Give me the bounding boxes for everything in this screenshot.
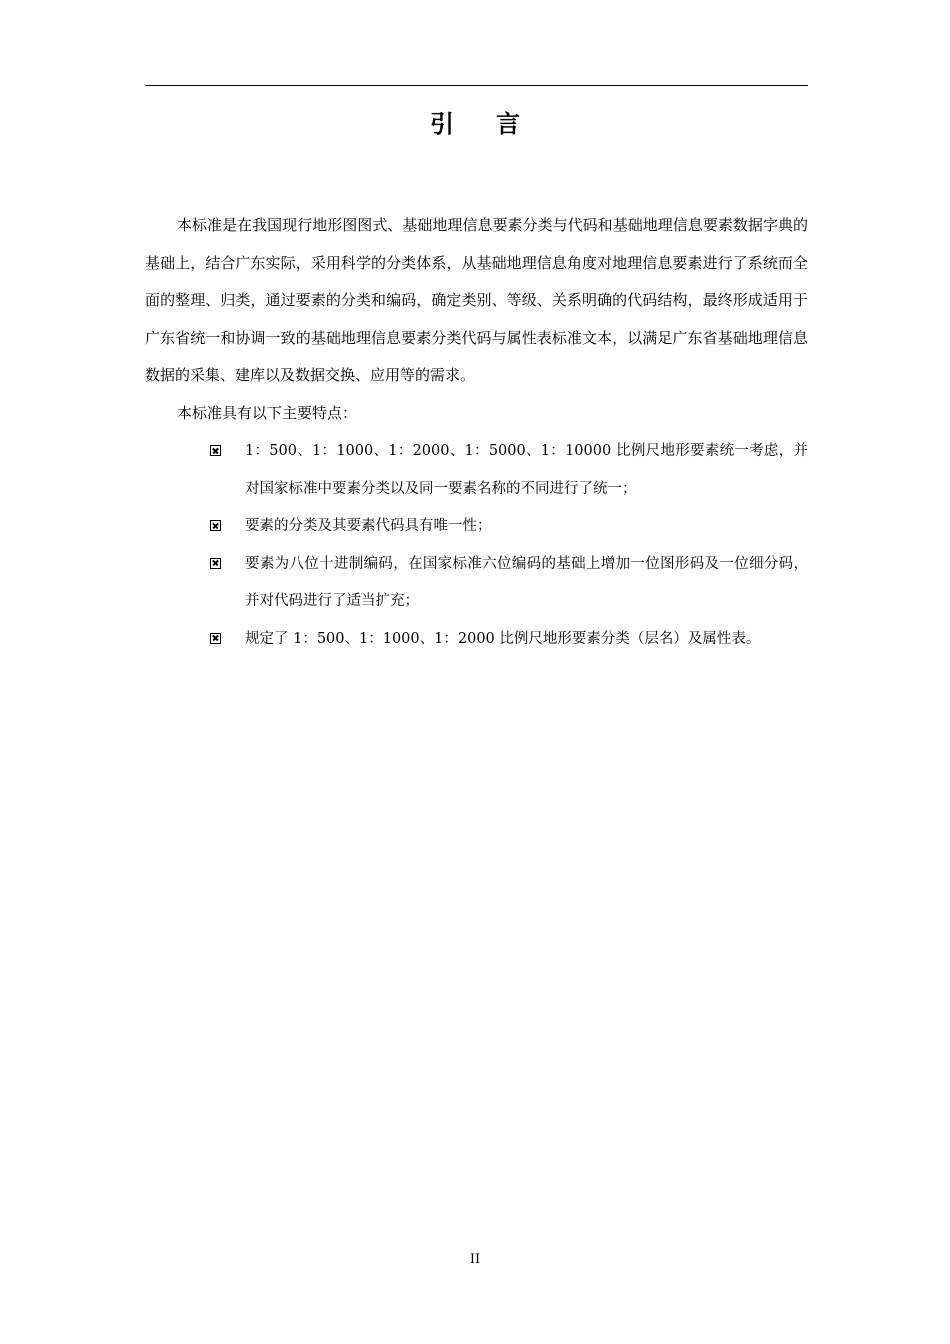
list-item-text: 1：500、1：1000、1：2000、1：5000、1：10000 比例尺地形要素统一考虑，并对国家标准中要素分类以及同一要素名称的不同进行了统一； <box>245 443 808 497</box>
list-item-text: 要素的分类及其要素代码具有唯一性； <box>245 518 492 534</box>
checkbox-x-icon <box>210 558 221 569</box>
introduction-body <box>145 207 808 432</box>
intro-paragraph: 本标准是在我国现行地形图图式、基础地理信息要素分类与代码和基础地理信息要素数据字典的基础上，结合广东实际，采用科学的分类体系，从基础地理信息角度对地理信息要素进行了系统而全面的整理、归类，通过要素的分类和编码，确定类别、等级、关系明确的代码结构，最终形成适用于广东省统一和协调一致的基础地理信息要素分类代码与属性表标准文本，以满足广东省基础地理信息数据的采集、建库以及数据交换、应用等的需求。 <box>145 216 808 384</box>
page-number: II <box>469 1252 481 1267</box>
checkbox-x-icon <box>210 520 221 531</box>
list-item-text: 要素为八位十进制编码，在国家标准六位编码的基础上增加一位图形码及一位细分码，并对代码进行了适当扩充； <box>245 555 808 609</box>
header-rule <box>145 85 808 86</box>
page-title: 引言 <box>430 110 562 138</box>
checkbox-x-icon <box>210 633 221 644</box>
checkbox-x-icon <box>210 445 221 456</box>
list-item <box>210 546 808 621</box>
features-lead-paragraph: 本标准具有以下主要特点： <box>177 403 358 422</box>
list-item <box>210 433 808 508</box>
list-item <box>210 508 808 546</box>
features-list <box>210 433 808 658</box>
list-item <box>210 621 808 659</box>
list-item-text: 规定了 1：500、1：1000、1：2000 比例尺地形要素分类（层名）及属性表。 <box>245 630 761 647</box>
